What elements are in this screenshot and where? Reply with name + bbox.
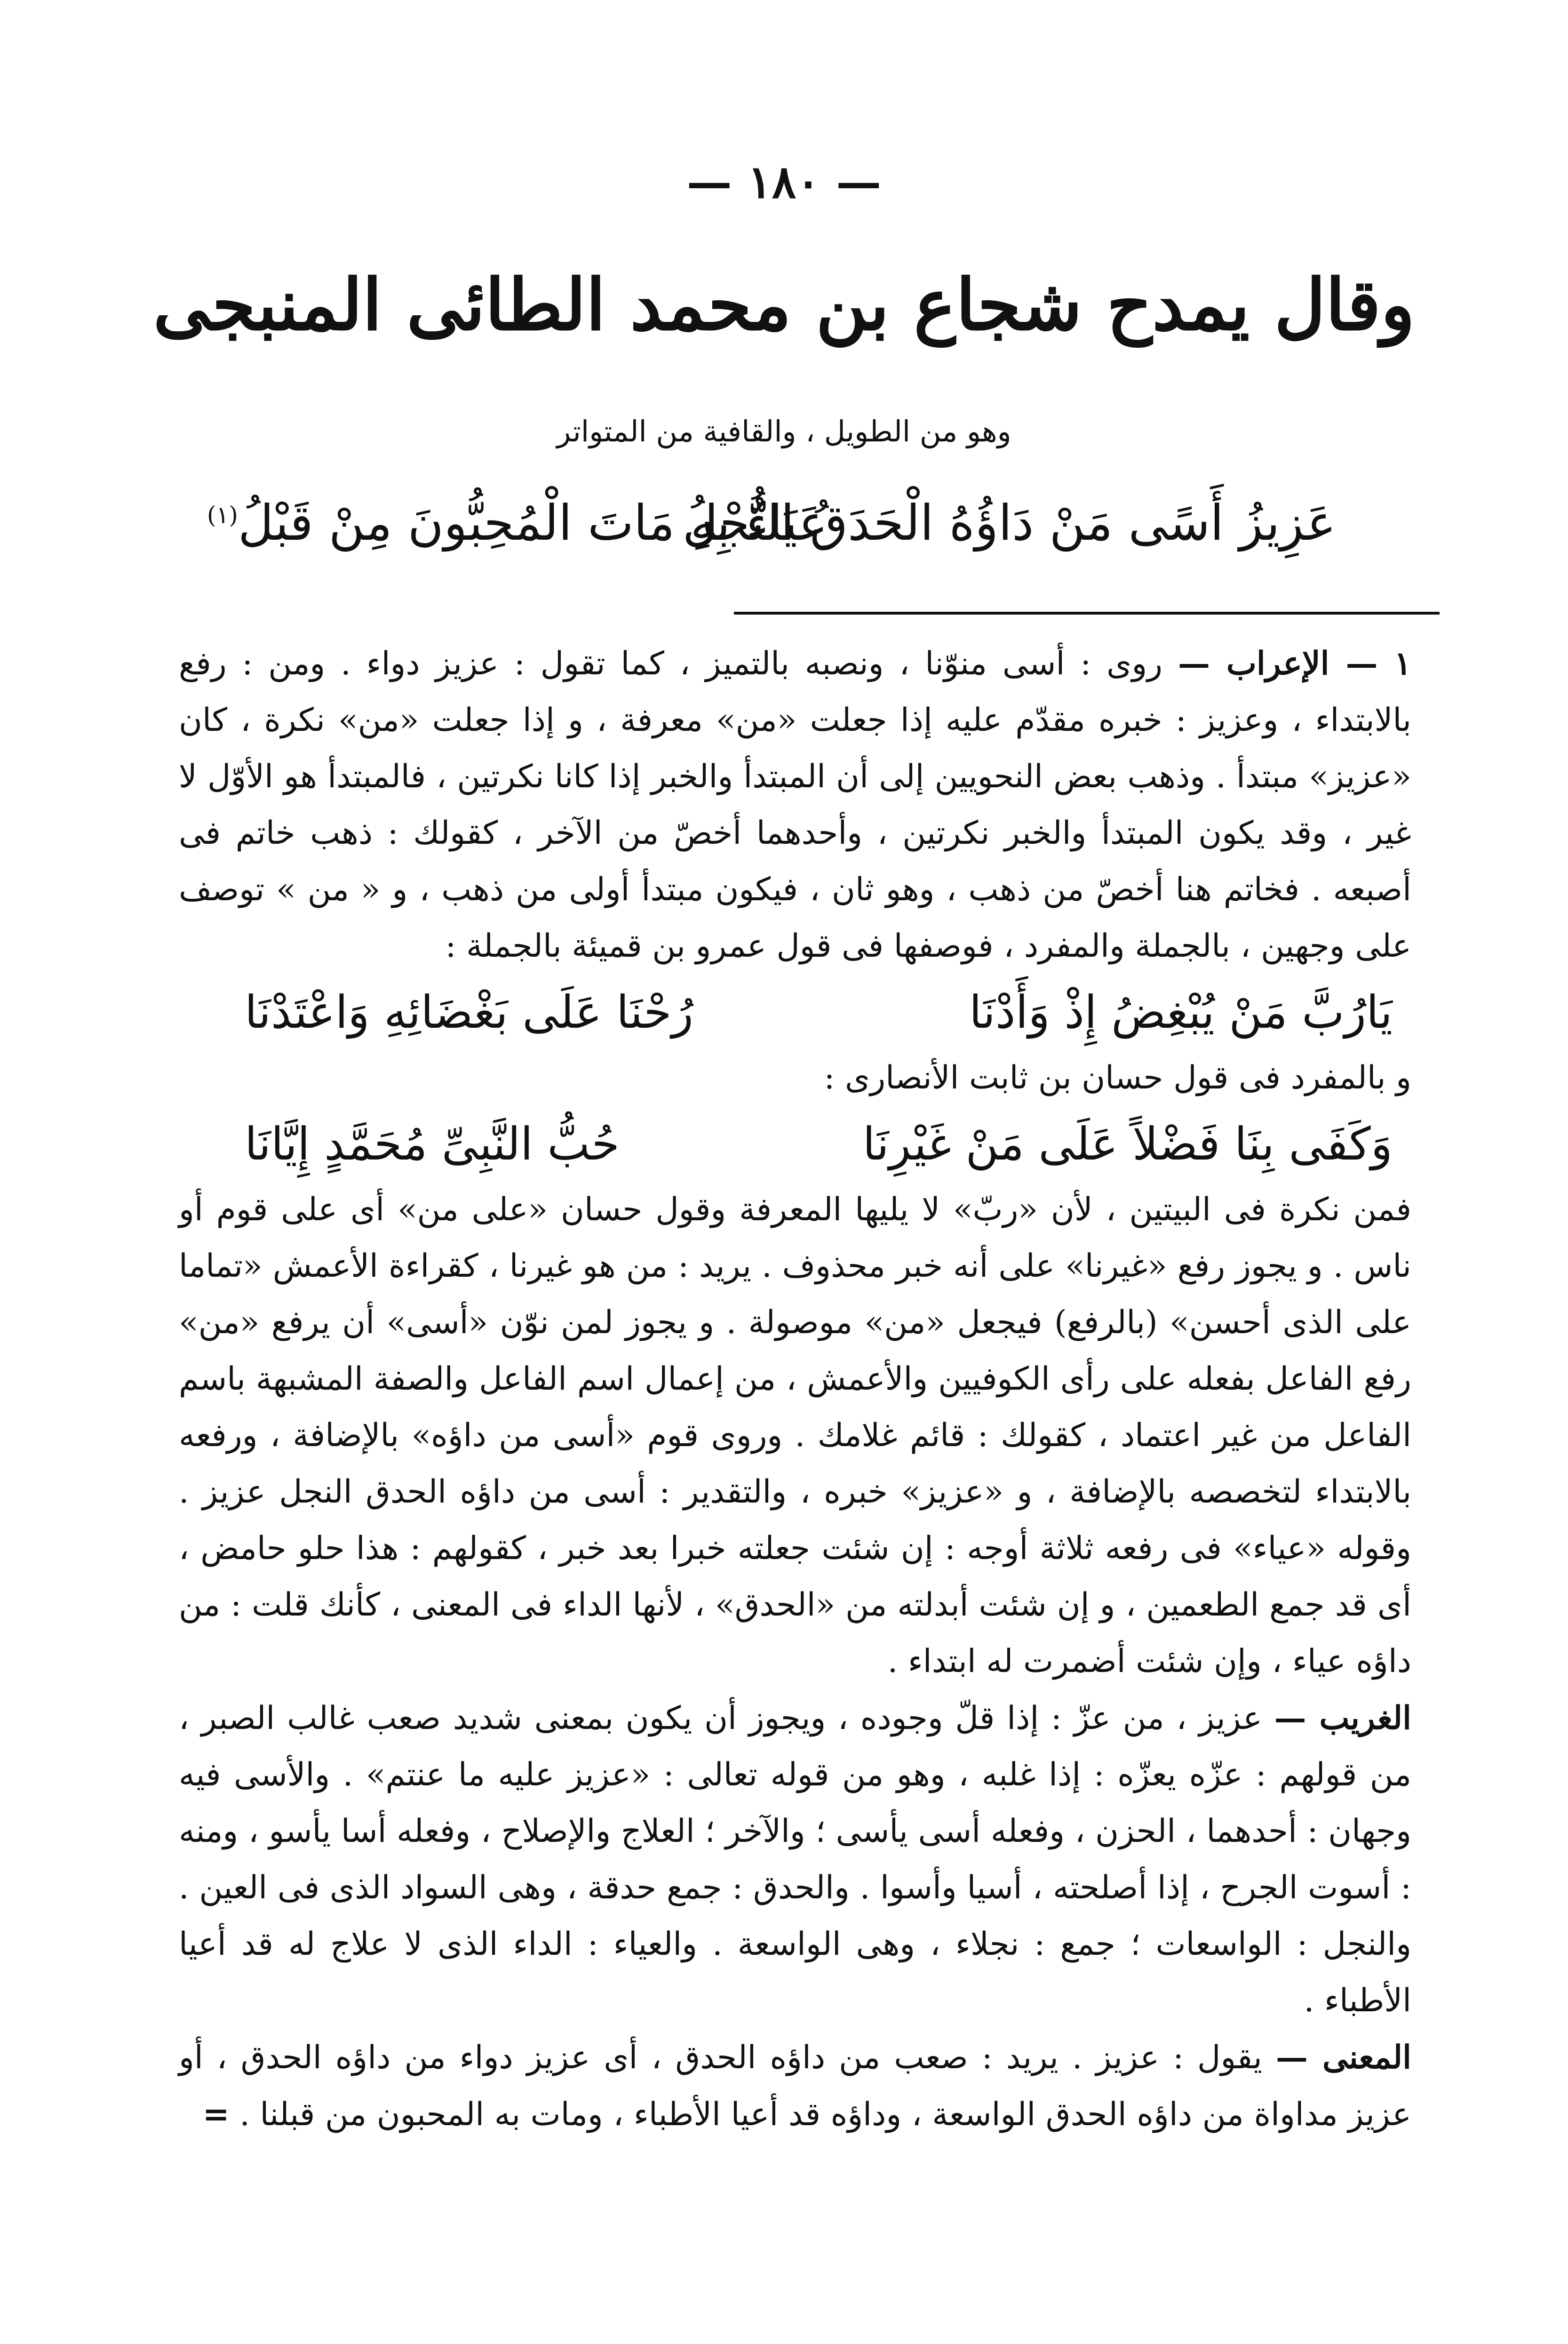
evidence-verse-1-hemistich-2: رُحْنَا عَلَى بَغْضَائِهِ وَاعْتَدْنَا xyxy=(245,986,693,1039)
vocabulary-text: عزيز ، من عزّ : إذا قلّ وجوده ، ويجوز أن يكون بمعنى شديد صعب غالب الصبر ، من قولهم : عزّه يعزّه : إذا غلبه ، وهو من قوله تعالى : «عزيز عليه ما عنتم» . والأسى فيه وجهان : أحدهما ، الحزن ، وفعله أسى يأسى ؛ والآخر ؛ العلاج والإصلاح ، وفعله أسا يأسو ، ومنه : أسوت الجرح ، إذا أصلحته ، أسيا وأسوا . والحدق : جمع حدقة ، وهى السواد الذى فى العين . والنجل : الواسعات ؛ جمع : نجلاء ، وهى الواسعة . والعياء : الداء الذى لا علاج له قد أعيا الأطباء . xyxy=(179,1700,1411,2019)
meaning-marker: المعنى — xyxy=(1275,2039,1411,2076)
evidence-verse-2-hemistich-2: حُبُّ النَّبِىِّ مُحَمَّدٍ إِيَّانَا xyxy=(245,1118,620,1170)
poem-heading: وقال يمدح شجاع بن محمد الطائى المنبجى xyxy=(153,264,1415,346)
grammar-text: روى : أسى منوّنا ، ونصبه بالتميز ، كما تقول : عزيز دواء . ومن : رفع بالابتداء ، وعزيز : خبره مقدّم عليه إذا جعلت «من» معرفة ، و إذا جعلت «من» نكرة ، كان «عزيز» مبتدأ . وذهب بعض النحويين إلى أن المبتدأ والخبر إذا كانا نكرتين ، فالمبتدأ هو الأوّل لا غير ، وقد يكون المبتدأ والخبر نكرتين ، وأحدهما أخصّ من الآخر ، كقولك : ذهب خاتم فى أصبعه . فخاتم هنا أخصّ من ذهب ، وهو ثان ، فيكون مبتدأ أولى من ذهب ، و « من » توصف على وجهين ، بالجملة والمفرد ، فوصفها فى قول عمرو بن قميئة بالجملة : xyxy=(179,645,1411,965)
main-verse xyxy=(207,485,1336,588)
commentary-singular-intro: و بالمفرد فى قول حسان بن ثابت الأنصارى : xyxy=(824,1059,1411,1096)
grammar-marker: ١ — الإعراب — xyxy=(1178,645,1412,682)
evidence-verse-2 xyxy=(179,1106,1411,1182)
page-number: — ١٨٠ — xyxy=(686,155,882,208)
evidence-verse-2-hemistich-1: وَكَفَى بِنَا فَضْلاً عَلَى مَنْ غَيْرِنَا xyxy=(862,1118,1393,1170)
verse-hemistich-2-text: عَيَاءٌ بِهِ مَاتَ الْمُحِبُّونَ مِنْ قَبْلُ xyxy=(238,494,828,552)
evidence-verse-1 xyxy=(179,975,1411,1050)
commentary xyxy=(179,635,1411,2143)
verse-hemistich-1-text: عَزِيزُ أَسًى مَنْ دَاؤُهُ الْحَدَقُ النُّجْلُ xyxy=(682,494,1336,552)
vocabulary-marker: الغريب — xyxy=(1274,1699,1411,1737)
verse-hemistich-2 xyxy=(207,494,828,552)
footnote-separator xyxy=(734,612,1440,615)
commentary-meaning-paragraph xyxy=(179,2029,1411,2143)
commentary-grammar-continued: فمن نكرة فى البيتين ، لأن «ربّ» لا يليها المعرفة وقول حسان «على من» أى على قوم أو ناس . و يجوز رفع «غيرنا» على أنه خبر محذوف . يريد : من هو غيرنا ، كقراءة الأعمش «تماما على الذى أحسن» (بالرفع) فيجعل «من» موصولة . و يجوز لمن نوّن «أسى» أن يرفع «من» رفع الفاعل بفعله على رأى الكوفيين والأعمش ، من إعمال اسم الفاعل والصفة المشبهة باسم الفاعل من غير اعتماد ، كقولك : قائم غلامك . وروى قوم «أسى من داؤه» بالإضافة ، ورفعه بالابتداء لتخصصه بالإضافة ، و «عزيز» خبره ، والتقدير : أسى من داؤه الحدق النجل عزيز . وقوله «عياء» فى رفعه ثلاثة أوجه : إن شئت جعلته خبرا بعد خبر ، كقولهم : هذا حلو حامض ، أى قد جمع الطعمين ، و إن شئت أبدلته من «الحدق» ، لأنها الداء فى المعنى ، كأنك قلت : من داؤه عياء ، وإن شئت أضمرت له ابتداء . xyxy=(179,1191,1412,1680)
commentary-vocabulary-paragraph xyxy=(179,1690,1411,2029)
footnote-marker: (١) xyxy=(207,501,238,529)
meter-rhyme-note: وهو من الطويل ، والقافية من المتواتر xyxy=(557,414,1011,448)
continuation-mark: = xyxy=(202,2096,230,2133)
evidence-verse-1-hemistich-1: يَارُبَّ مَنْ يُبْغِضُ إِذْ وَأَدْنَا xyxy=(969,986,1393,1039)
meaning-text: يقول : عزيز . يريد : صعب من داؤه الحدق ، أى عزيز دواء من داؤه الحدق ، أو عزيز مداواة من داؤه الحدق الواسعة ، وداؤه قد أعيا الأطباء ، ومات به المحبون من قبلنا . xyxy=(179,2039,1411,2133)
commentary-grammar-paragraph xyxy=(179,635,1411,975)
